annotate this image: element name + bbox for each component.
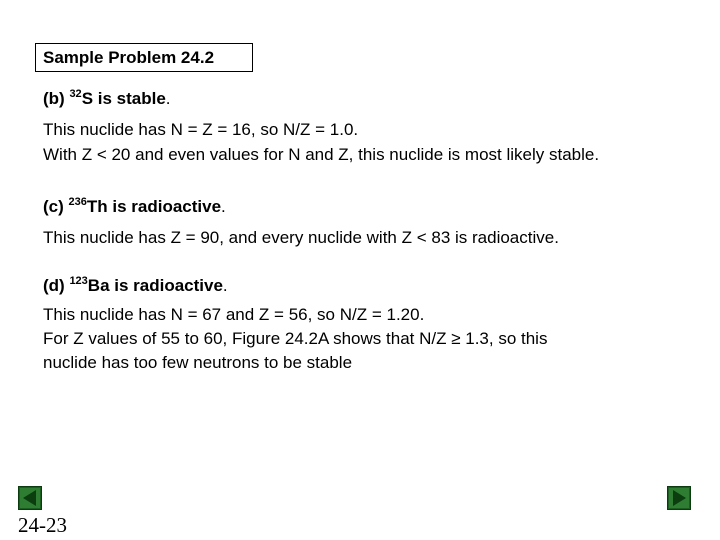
triangle-left-icon xyxy=(18,486,42,510)
part-d-mass: 123 xyxy=(69,275,88,287)
part-d-heading xyxy=(43,276,228,296)
part-b-verdict: is stable xyxy=(93,89,166,108)
part-d-verdict: is radioactive xyxy=(109,276,223,295)
part-d-period: . xyxy=(222,276,228,295)
part-d-line-1: This nuclide has N = 67 and Z = 56, so N/Z = 1.20. xyxy=(43,305,425,324)
part-c-period: . xyxy=(221,197,226,216)
part-c-heading xyxy=(43,197,226,217)
part-d-prefix: (d) xyxy=(43,276,70,295)
part-c-mass: 236 xyxy=(68,196,87,208)
part-b-period: . xyxy=(165,89,171,108)
part-d-symbol: Ba xyxy=(87,276,110,295)
part-c-symbol: Th xyxy=(86,197,108,216)
page-title: Sample Problem 24.2 xyxy=(43,48,215,67)
triangle-right-icon xyxy=(667,486,691,510)
part-b-mass: 32 xyxy=(69,88,82,100)
title-box xyxy=(35,43,253,72)
part-c-verdict: is radioactive xyxy=(107,197,222,216)
slide-number: 24-23 xyxy=(18,513,67,537)
next-slide-button[interactable] xyxy=(667,486,691,510)
prev-slide-button[interactable] xyxy=(18,486,42,510)
part-c-prefix: (c) xyxy=(43,197,69,216)
part-b-heading xyxy=(43,89,171,109)
part-b-line-1: This nuclide has N = Z = 16, so N/Z = 1.0. xyxy=(43,120,359,139)
part-d-line-3: nuclide has too few neutrons to be stable xyxy=(43,353,353,372)
part-c-line-1: This nuclide has Z = 90, and every nuclide with Z < 83 is radioactive. xyxy=(43,228,559,247)
part-d-line-2: For Z values of 55 to 60, Figure 24.2A shows that N/Z ≥ 1.3, so this xyxy=(43,329,548,348)
part-b-prefix: (b) xyxy=(43,89,70,108)
part-b-line-2: With Z < 20 and even values for N and Z, this nuclide is most likely stable. xyxy=(43,145,600,164)
part-b-symbol: S xyxy=(81,89,94,108)
